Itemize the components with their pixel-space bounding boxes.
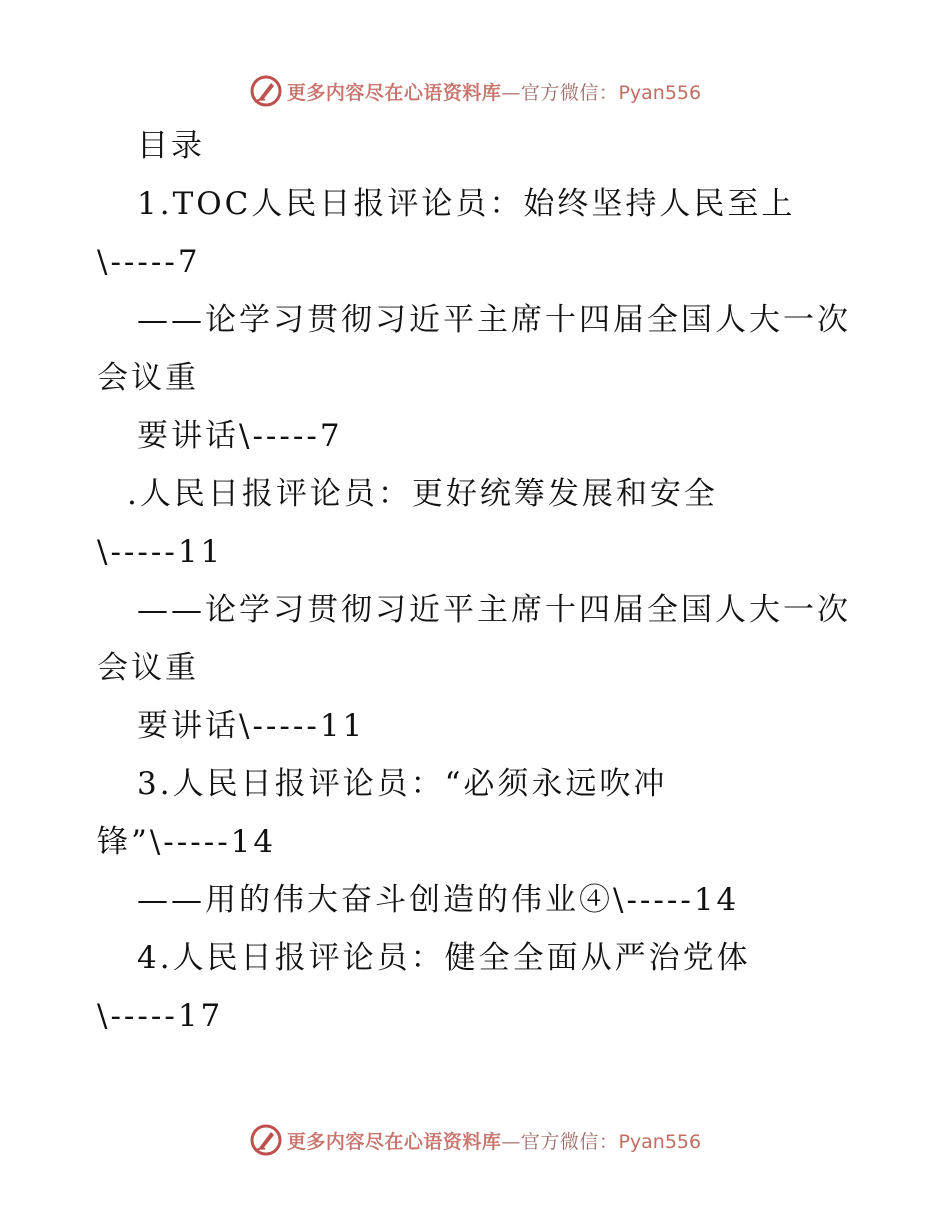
- toc-line: \-----7: [97, 244, 201, 280]
- pen-logo-icon: [249, 1123, 283, 1157]
- banner-separator: —: [501, 1130, 521, 1153]
- toc-line: 会议重: [97, 360, 199, 396]
- toc-line: ——论学习贯彻习近平主席十四届全国人大一次: [137, 302, 851, 338]
- banner-account: Pyan556: [618, 1130, 702, 1153]
- toc-line: \-----11: [97, 534, 224, 570]
- toc-line: 要讲话\-----11: [137, 708, 366, 744]
- banner-separator: —: [501, 81, 521, 104]
- banner-wechat-label: 官方微信：: [520, 81, 619, 104]
- banner-account: Pyan556: [618, 81, 702, 104]
- toc-line: 要讲话\-----7: [137, 418, 343, 454]
- banner-text: [287, 1127, 701, 1154]
- toc-line: \-----17: [97, 998, 224, 1034]
- toc-line: ——用的伟大奋斗创造的伟业④\-----14: [137, 882, 740, 918]
- pen-logo-icon: [249, 74, 283, 108]
- toc-line: .人民日报评论员：更好统筹发展和安全: [127, 476, 718, 512]
- toc-line: 1.TOC人民日报评论员：始终坚持人民至上: [137, 186, 796, 222]
- toc-title: 目录: [137, 128, 205, 164]
- banner-site: 更多内容尽在心语资料库: [286, 81, 502, 104]
- toc-line: 会议重: [97, 650, 199, 686]
- toc-line: 4.人民日报评论员：健全全面从严治党体: [137, 940, 751, 976]
- banner-text: [287, 78, 701, 105]
- toc-line: ——论学习贯彻习近平主席十四届全国人大一次: [137, 592, 851, 628]
- header-banner: [0, 71, 950, 111]
- toc-line: 3.人民日报评论员：“必须永远吹冲: [137, 766, 668, 802]
- toc-line: 锋”\-----14: [97, 824, 277, 860]
- footer-banner: [0, 1120, 950, 1160]
- banner-wechat-label: 官方微信：: [520, 1130, 619, 1153]
- banner-site: 更多内容尽在心语资料库: [286, 1130, 502, 1153]
